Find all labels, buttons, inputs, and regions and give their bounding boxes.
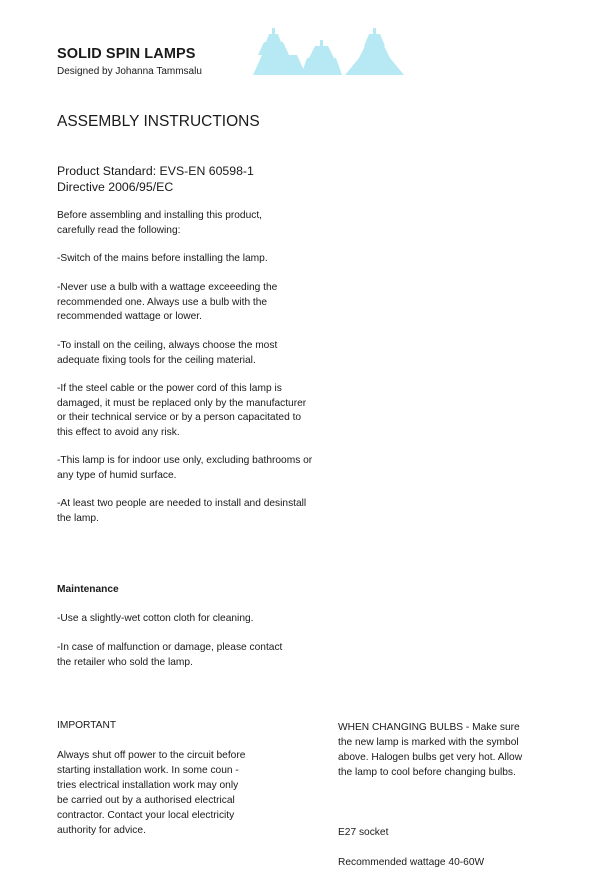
important-block (57, 703, 245, 853)
instruction-item: -To install on the ceiling, always choose the most adequate fixing tools for the ceiling material. (57, 340, 278, 366)
instruction-item: -Never use a bulb with a wattage exceeeding the recommended one. Always use a bulb with the recommended wattage or lower. (57, 282, 278, 322)
product-standard: Product Standard: EVS-EN 60598-1 (57, 164, 254, 178)
directive: Directive 2006/95/EC (57, 180, 174, 194)
lamp-icon-left (253, 28, 306, 75)
maintenance-item: -Use a slightly-wet cotton cloth for cleaning. (57, 613, 254, 624)
lamp-icon-middle (301, 40, 342, 75)
bulb-warning: WHEN CHANGING BULBS - Make sure the new lamp is marked with the symbol above. Halogen bulbs get very hot. Allow the lamp to cool before changing bulbs. (338, 722, 523, 778)
maintenance-heading: Maintenance (57, 584, 119, 595)
brand-subtitle: Designed by Johanna Tammsalu (57, 66, 202, 77)
instruction-item: -At least two people are needed to install and desinstall the lamp. (57, 498, 307, 524)
spacer (338, 795, 522, 810)
lamp-icon-right (345, 28, 404, 75)
recommended-wattage: Recommended wattage 40-60W (338, 857, 485, 868)
important-body: Always shut off power to the circuit before starting installation work. In some coun - tries electrical installation work may only be carried out by a authorised electrical contractor. Contact your local electricity authority for advice. (57, 750, 246, 836)
bulb-info-block (338, 705, 522, 885)
instruction-item: -If the steel cable or the power cord of this lamp is damaged, it must be replaced only by the manufacturer or their technical service or by a person capacitated to this effect to avoid any risk. (57, 383, 307, 438)
lamp-illustrations (252, 28, 408, 78)
important-heading: IMPORTANT (57, 720, 117, 731)
instruction-item: -This lamp is for indoor use only, excluding bathrooms or any type of humid surface. (57, 455, 313, 481)
product-standard-block (57, 163, 254, 195)
instruction-item: -Switch of the mains before installing the lamp. (57, 253, 268, 264)
maintenance-item: -In case of malfunction or damage, please contact the retailer who sold the lamp. (57, 642, 283, 668)
brand-title: SOLID SPIN LAMPS (57, 46, 196, 62)
instruction-intro: Before assembling and installing this product, carefully read the following: (57, 210, 262, 236)
assembly-heading: ASSEMBLY INSTRUCTIONS (57, 113, 260, 130)
socket-type: E27 socket (338, 827, 389, 838)
